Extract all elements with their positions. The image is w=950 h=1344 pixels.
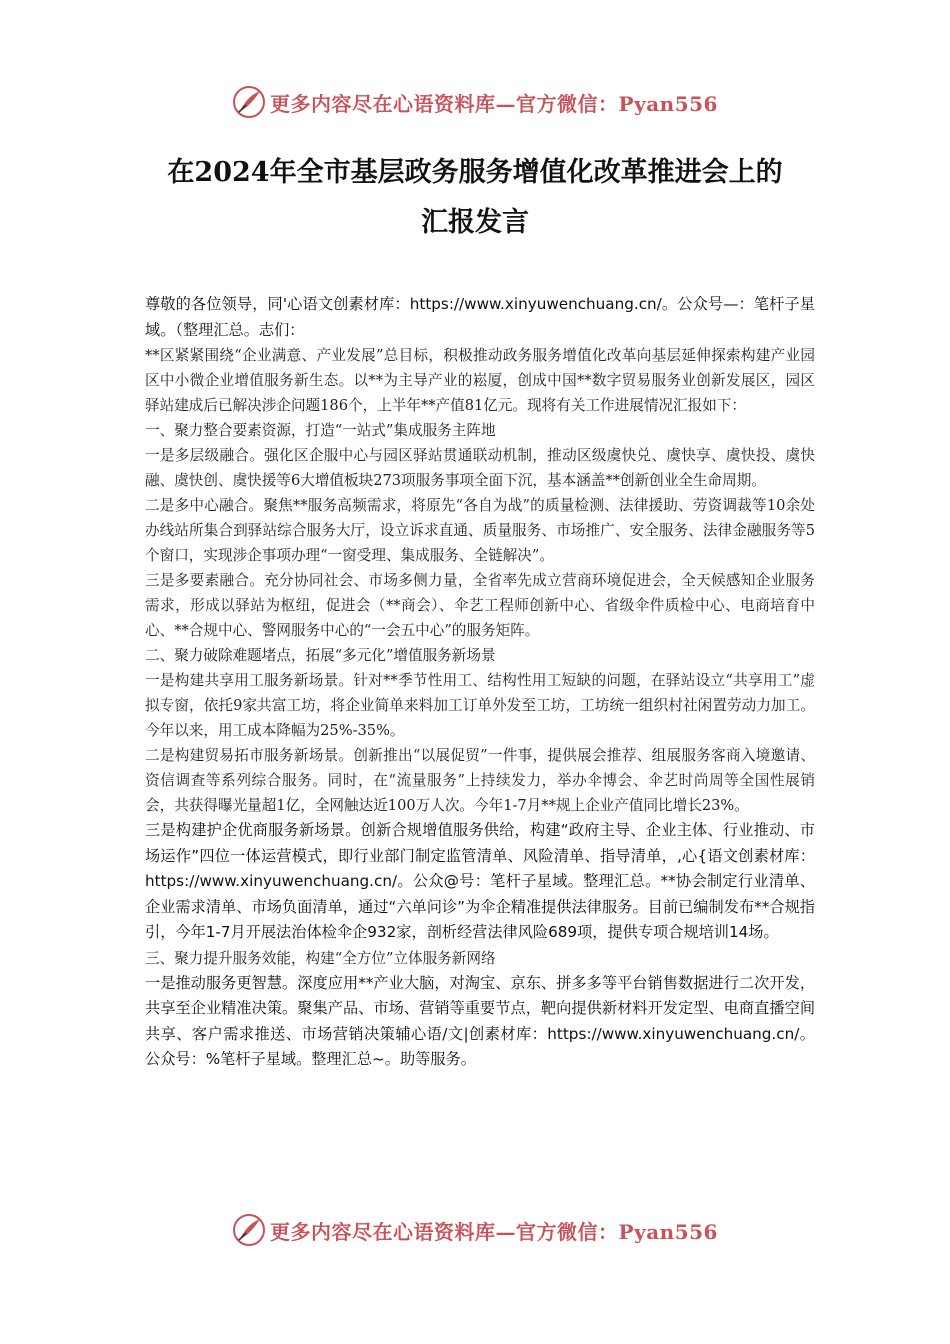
intro-paragraph: **区紧紧围绕“企业满意、产业发展”总目标，积极推动政务服务增值化改革向基层延伸探索构建产业园区中小微企业增值服务新生态。以**为主导产业的崧厦，创成中国**数字贸易服务业创新发展区，园区驿站建成后已解决涉企问题186个，上半年**产值81亿元。现将有关工作进展情况汇报如下： bbox=[145, 347, 815, 414]
section-heading-3: 三、聚力提升服务效能，构建“全方位”立体服务新网络 bbox=[145, 949, 496, 967]
section-heading-1: 一、聚力整合要素资源，打造“一站式”集成服务主阵地 bbox=[145, 422, 496, 439]
body-paragraph: 三是多要素融合。充分协同社会、市场多侧力量，全省率先成立营商环境促进会，全天候感知企业服务需求，形成以驿站为枢纽，促进会（**商会）、伞艺工程师创新中心、省级伞件质检中心、电商培育中心、**合规中心、警网服务中心的“一会五中心”的服务矩阵。 bbox=[145, 572, 815, 639]
header-banner bbox=[0, 82, 950, 122]
footer-banner bbox=[0, 1210, 950, 1250]
document-title bbox=[100, 148, 850, 248]
banner-text: 更多内容尽在心语资料库—官方微信：Pyan556 bbox=[270, 1219, 718, 1244]
quill-logo-icon bbox=[232, 1213, 266, 1247]
section-heading-2: 二、聚力破除难题堵点，拓展“多元化”增值服务新场景 bbox=[145, 647, 496, 664]
title-line-1: 在2024年全市基层政务服务增值化改革推进会上的 bbox=[167, 157, 783, 188]
salutation-paragraph: 尊敬的各位领导，同'心语文创素材库：https://www.xinyuwenchuang.cn/。公众号—：笔杆子星域。（整理汇总。志们： bbox=[145, 295, 815, 339]
document-body bbox=[145, 292, 815, 1073]
body-paragraph: 三是构建护企优商服务新场景。创新合规增值服务供给，构建“政府主导、企业主体、行业推动、市场运作”四位一体运营模式，即行业部门制定监管清单、风险清单、指导清单，,心{语文创素材库：https://www.xinyuwenchuang.cn/。公众@号：笔杆子星域。整理汇总。**协会制定行业清单、企业需求清单、市场负面清单，通过“六单问诊”为伞企精准提供法律服务。目前已编制发布**合规指引，今年1-7月开展法治体检伞企932家，剖析经营法律风险689项，提供专项合规培训14场。 bbox=[145, 821, 815, 941]
title-line-2: 汇报发言 bbox=[421, 207, 529, 238]
body-paragraph: 二是构建贸易拓市服务新场景。创新推出“以展促贸”一件事，提供展会推荐、组展服务客商入境邀请、资信调查等系列综合服务。同时，在“流量服务”上持续发力，举办伞博会、伞艺时尚周等全国性展销会，共获得曝光量超1亿，全网触达近100万人次。今年1-7月**规上企业产值同比增长23%。 bbox=[145, 747, 815, 814]
body-paragraph: 一是多层级融合。强化区企服中心与园区驿站贯通联动机制，推动区级虞快兑、虞快享、虞快投、虞快融、虞快创、虞快援等6大增值板块273项服务事项全面下沉，基本涵盖**创新创业全生命周期。 bbox=[145, 447, 815, 489]
body-paragraph: 一是构建共享用工服务新场景。针对**季节性用工、结构性用工短缺的问题，在驿站设立“共享用工”虚拟专窗，依托9家共富工坊，将企业简单来料加工订单外发至工坊，工坊统一组织村社闲置劳动力加工。今年以来，用工成本降幅为25%-35%。 bbox=[145, 672, 815, 739]
body-paragraph: 一是推动服务更智慧。深度应用**产业大脑，对淘宝、京东、拼多多等平台销售数据进行二次开发，共享至企业精准决策。聚集产品、市场、营销等重要节点，靶向提供新材料开发定型、电商直播空间共享、客户需求推送、市场营销决策辅心语/文|创素材库：https://www.xinyuwenchuang.cn/。公众号：%笔杆子星域。整理汇总~。助等服务。 bbox=[145, 973, 815, 1068]
quill-logo-icon bbox=[232, 85, 266, 119]
banner-text: 更多内容尽在心语资料库—官方微信：Pyan556 bbox=[270, 91, 718, 116]
body-paragraph: 二是多中心融合。聚焦**服务高频需求，将原先“各自为战”的质量检测、法律援助、劳资调裁等10余处办线站所集合到驿站综合服务大厅，设立诉求直通、质量服务、市场推广、安全服务、法律金融服务等5个窗口，实现涉企事项办理“一窗受理、集成服务、全链解决”。 bbox=[145, 497, 815, 564]
